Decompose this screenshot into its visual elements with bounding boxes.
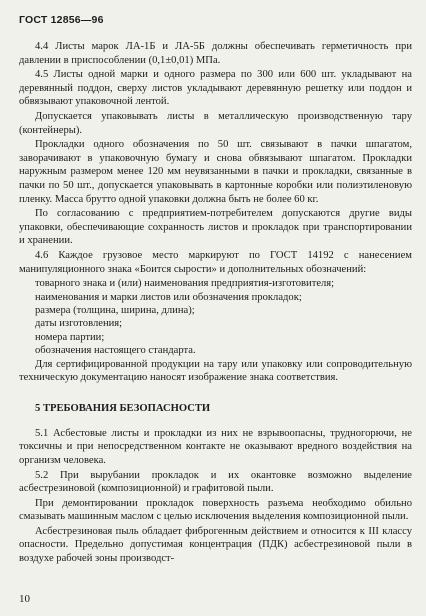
paragraph-dismantling: При демонтировании прокладок поверхность разъема необходимо обильно смазывать машинным маслом с целью исключения выделения композиционной пыли.: [19, 497, 412, 523]
paragraph-gasket-packing: Прокладки одного обозначения по 50 шт. связывают в пачки шпагатом, заворачивают в упаковочную бумагу и снова обвязывают шпагатом. Прокладки наружным размером менее 120 мм неувязанными в пачки и прокладки, связанные в пачки по 50 шт., допускается упаковывать в картонные коробки или полиэтиленовую пленку. Масса брутто одной упаковки должна быть не более 60 кг.: [19, 139, 412, 205]
standard-header: ГОСТ 12856—96: [19, 14, 104, 26]
paragraph-certification: Для сертифицированной продукции на тару или упаковку или сопроводительную техническую документацию наносят изображение знака соответствия.: [19, 358, 412, 384]
paragraph-5-1: 5.1 Асбестовые листы и прокладки из них не взрывоопасны, трудногорючи, не токсичны и при непосредственном контакте не оказывают вредного воздействия на организм человека.: [19, 427, 412, 466]
list-item: размера (толщина, ширина, длина);: [35, 304, 195, 316]
paragraph-4-6: 4.6 Каждое грузовое место маркируют по ГОСТ 14192 с нанесением манипуляционного знака «Боится сырости» и дополнительных обозначений:: [19, 249, 412, 275]
paragraph-5-2: 5.2 При вырубании прокладок и их окантовке возможно выделение асбестрезиновой (композиционной) и графитовой пыли.: [19, 469, 412, 495]
paragraph-4-4: 4.4 Листы марок ЛА-1Б и ЛА-5Б должны обеспечивать герметичность при давлении в приспособлении (0,1±0,01) МПа.: [19, 41, 412, 66]
list-item: обозначения настоящего стандарта.: [35, 345, 196, 357]
paragraph-container-packing: Допускается упаковывать листы в металлическую производственную тару (контейнеры).: [19, 110, 412, 136]
list-item: даты изготовления;: [35, 318, 123, 330]
list-item: номера партии;: [35, 331, 105, 343]
section-title: 5 ТРЕБОВАНИЯ БЕЗОПАСНОСТИ: [35, 402, 211, 414]
paragraph-dust-hazard: Асбестрезиновая пыль обладает фиброгенным действием и относится к III классу опасности. Предельно допустимая концентрация (ПДК) асбестрезиновой пыли в воздухе рабочей зоны производст-: [19, 525, 412, 565]
list-item: наименования и марки листов или обозначения прокладок;: [35, 291, 302, 303]
paragraph-other-packing: По согласованию с предприятием-потребителем допускаются другие виды упаковки, обеспечивающие сохранность листов и прокладок при транспортировании и хранении.: [19, 208, 412, 247]
list-item: товарного знака и (или) наименования предприятия-изготовителя;: [35, 278, 335, 290]
document-body: [19, 40, 412, 566]
page-number: 10: [19, 593, 30, 605]
marking-list: [19, 277, 412, 357]
paragraph-4-5: 4.5 Листы одной марки и одного размера по 300 или 600 шт. укладывают на деревянный поддон, сверху листов укладывают деревянную решетку или поддон и обвязывают упаковочной лентой.: [19, 69, 412, 108]
